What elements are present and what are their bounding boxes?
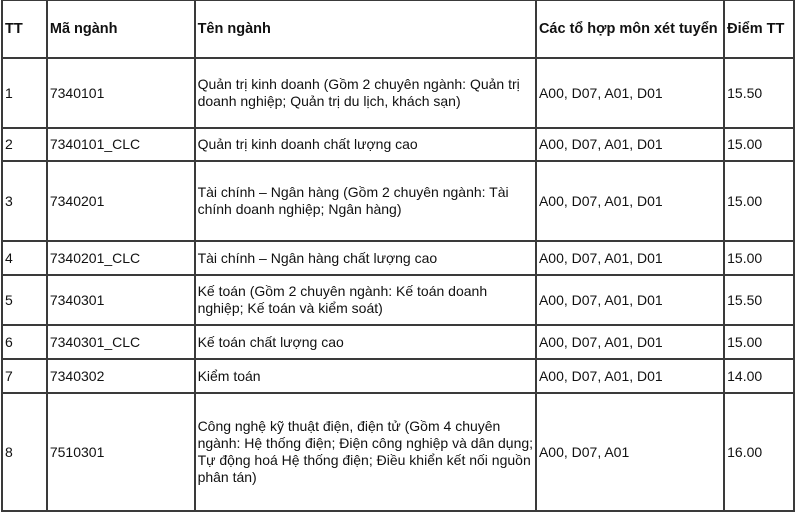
cell-name: Quản trị kinh doanh (Gồm 2 chuyên ngành: Quản trị doanh nghiệp; Quản trị du lịch, khách sạn)	[195, 58, 536, 128]
cell-score: 15.00	[724, 325, 794, 359]
cell-code: 7510301	[47, 393, 195, 511]
cell-score: 15.50	[724, 58, 794, 128]
cell-name: Tài chính – Ngân hàng chất lượng cao	[195, 241, 536, 275]
header-code: Mã ngành	[47, 0, 195, 58]
table-row	[2, 128, 794, 161]
cell-score: 15.00	[724, 241, 794, 275]
cell-combos: A00, D07, A01, D01	[536, 325, 724, 359]
cell-score: 16.00	[724, 393, 794, 511]
cell-tt: 5	[2, 275, 47, 325]
cell-name: Kiểm toán	[195, 359, 536, 393]
cell-score: 15.00	[724, 128, 794, 161]
cell-combos: A00, D07, A01, D01	[536, 241, 724, 275]
header-name: Tên ngành	[195, 0, 536, 58]
cell-combos: A00, D07, A01, D01	[536, 275, 724, 325]
cell-name: Tài chính – Ngân hàng (Gồm 2 chuyên ngành: Tài chính doanh nghiệp; Ngân hàng)	[195, 161, 536, 241]
cell-tt: 1	[2, 58, 47, 128]
cell-tt: 8	[2, 393, 47, 511]
header-row	[2, 0, 794, 58]
cell-code: 7340302	[47, 359, 195, 393]
cell-score: 15.50	[724, 275, 794, 325]
header-score: Điểm TT	[724, 0, 794, 58]
cell-tt: 7	[2, 359, 47, 393]
table-row	[2, 241, 794, 275]
cell-code: 7340201_CLC	[47, 241, 195, 275]
cell-name: Kế toán chất lượng cao	[195, 325, 536, 359]
cell-name: Công nghệ kỹ thuật điện, điện tử (Gồm 4 chuyên ngành: Hệ thống điện; Điện công nghiệp và dân dụng; Tự động hoá Hệ thống điện; Điều khiển kết nối nguồn phân tán)	[195, 393, 536, 511]
cell-combos: A00, D07, A01, D01	[536, 128, 724, 161]
cell-combos: A00, D07, A01	[536, 393, 724, 511]
table-row	[2, 359, 794, 393]
cell-score: 14.00	[724, 359, 794, 393]
header-combos: Các tổ hợp môn xét tuyển	[536, 0, 724, 58]
cell-combos: A00, D07, A01, D01	[536, 359, 724, 393]
cell-tt: 4	[2, 241, 47, 275]
table-row	[2, 58, 794, 128]
header-tt: TT	[2, 0, 47, 58]
cell-name: Quản trị kinh doanh chất lượng cao	[195, 128, 536, 161]
table-row	[2, 161, 794, 241]
cell-code: 7340201	[47, 161, 195, 241]
cell-code: 7340301	[47, 275, 195, 325]
table-row	[2, 393, 794, 511]
cell-combos: A00, D07, A01, D01	[536, 58, 724, 128]
table-row	[2, 325, 794, 359]
cell-code: 7340101_CLC	[47, 128, 195, 161]
admission-table	[1, 0, 795, 512]
table-row	[2, 275, 794, 325]
cell-tt: 6	[2, 325, 47, 359]
cell-tt: 2	[2, 128, 47, 161]
cell-code: 7340301_CLC	[47, 325, 195, 359]
cell-tt: 3	[2, 161, 47, 241]
cell-combos: A00, D07, A01, D01	[536, 161, 724, 241]
cell-name: Kế toán (Gồm 2 chuyên ngành: Kế toán doanh nghiệp; Kế toán và kiểm soát)	[195, 275, 536, 325]
cell-code: 7340101	[47, 58, 195, 128]
cell-score: 15.00	[724, 161, 794, 241]
